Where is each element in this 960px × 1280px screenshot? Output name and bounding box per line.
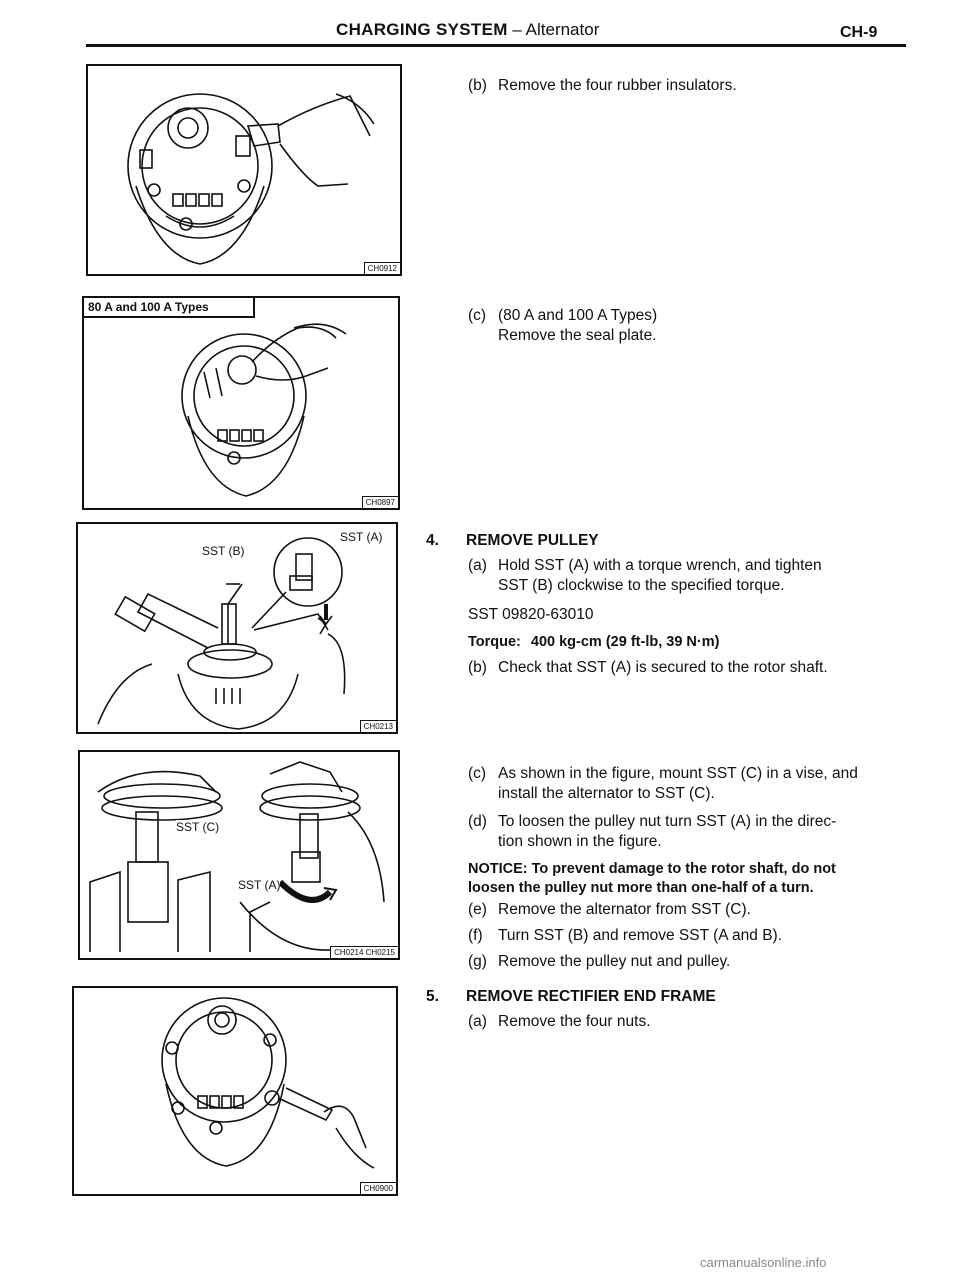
- step-marker: (c): [468, 307, 487, 324]
- label-sst-c: SST (C): [176, 820, 220, 834]
- alternator-illustration: [84, 298, 398, 508]
- sst-number: SST 09820-63010: [468, 606, 594, 623]
- step-marker: (e): [468, 901, 487, 918]
- step-marker: (c): [468, 765, 487, 782]
- label-sst-a: SST (A): [340, 530, 383, 544]
- step-text: To loosen the pulley nut turn SST (A) in the direc-: [498, 813, 837, 830]
- step-marker: (f): [468, 927, 483, 944]
- section-remove-pulley-heading: [426, 532, 599, 550]
- step-text: Turn SST (B) and remove SST (A and B).: [498, 927, 782, 944]
- step-text: Remove the four rubber insulators.: [498, 77, 737, 94]
- step-marker: (a): [468, 1013, 487, 1030]
- notice-line: NOTICE: To prevent damage to the rotor shaft, do not: [468, 861, 836, 877]
- vise-illustration: [80, 752, 398, 958]
- step-text: Check that SST (A) is secured to the rotor shaft.: [498, 659, 828, 676]
- step-text: Hold SST (A) with a torque wrench, and tighten: [498, 557, 822, 574]
- step-4f: [468, 926, 782, 946]
- section-remove-rectifier-heading: [426, 988, 716, 1006]
- figure-remove-pulley: [76, 522, 398, 734]
- step-marker: (d): [468, 813, 487, 830]
- step-text: Remove the alternator from SST (C).: [498, 901, 751, 918]
- torque-spec: [468, 634, 719, 650]
- header-rule: [86, 44, 906, 47]
- step-marker: (a): [468, 557, 487, 574]
- figure-code: CH0214 CH0215: [330, 946, 398, 958]
- section-heading: REMOVE PULLEY: [466, 532, 599, 549]
- step-marker: (g): [468, 953, 487, 970]
- step-remove-seal-plate: [468, 306, 657, 346]
- page-title: [336, 20, 599, 40]
- notice: [468, 860, 836, 898]
- figure-loosen-pulley-nut: [78, 750, 400, 960]
- figure-code: CH0897: [362, 496, 398, 508]
- step-text: install the alternator to SST (C).: [498, 785, 715, 802]
- section-number: 5.: [426, 988, 439, 1005]
- step-4c: [468, 764, 858, 804]
- step-text: tion shown in the figure.: [498, 833, 662, 850]
- step-4d: [468, 812, 836, 852]
- figure-remove-insulators: [86, 64, 402, 276]
- torque-label: Torque:: [468, 634, 521, 650]
- alternator-illustration: [88, 66, 400, 274]
- footer-watermark: carmanualsonline.info: [700, 1255, 827, 1270]
- title-rest: – Alternator: [507, 20, 600, 39]
- figure-code: CH0213: [360, 720, 396, 732]
- figure-code: CH0912: [364, 262, 400, 274]
- step-5a: [468, 1012, 651, 1032]
- step-text: As shown in the figure, mount SST (C) in a vise, and: [498, 765, 858, 782]
- figure-remove-seal-plate: [82, 296, 400, 510]
- alternator-illustration: [74, 988, 396, 1194]
- figure-code: CH0900: [360, 1182, 396, 1194]
- step-text: (80 A and 100 A Types): [498, 307, 658, 324]
- step-text: Remove the four nuts.: [498, 1013, 651, 1030]
- figure-caption: 80 A and 100 A Types: [84, 298, 255, 318]
- step-4g: [468, 952, 730, 972]
- page-number: CH-9: [840, 24, 878, 41]
- figure-remove-nuts: [72, 986, 398, 1196]
- step-text: SST (B) clockwise to the specified torque.: [498, 577, 785, 594]
- section-heading: REMOVE RECTIFIER END FRAME: [466, 988, 716, 1005]
- step-4a: [468, 556, 822, 596]
- label-sst-a: SST (A): [238, 878, 281, 892]
- step-marker: (b): [468, 77, 487, 94]
- title-bold: CHARGING SYSTEM: [336, 20, 508, 39]
- section-number: 4.: [426, 532, 439, 549]
- step-4b: [468, 658, 828, 678]
- step-text: Remove the seal plate.: [498, 327, 657, 344]
- step-text: Remove the pulley nut and pulley.: [498, 953, 731, 970]
- step-4e: [468, 900, 751, 920]
- notice-line: loosen the pulley nut more than one-half of a turn.: [468, 880, 814, 896]
- step-remove-insulators: [468, 76, 737, 96]
- label-sst-b: SST (B): [202, 544, 245, 558]
- torque-value: 400 kg-cm (29 ft-lb, 39 N·m): [530, 634, 720, 650]
- step-marker: (b): [468, 659, 487, 676]
